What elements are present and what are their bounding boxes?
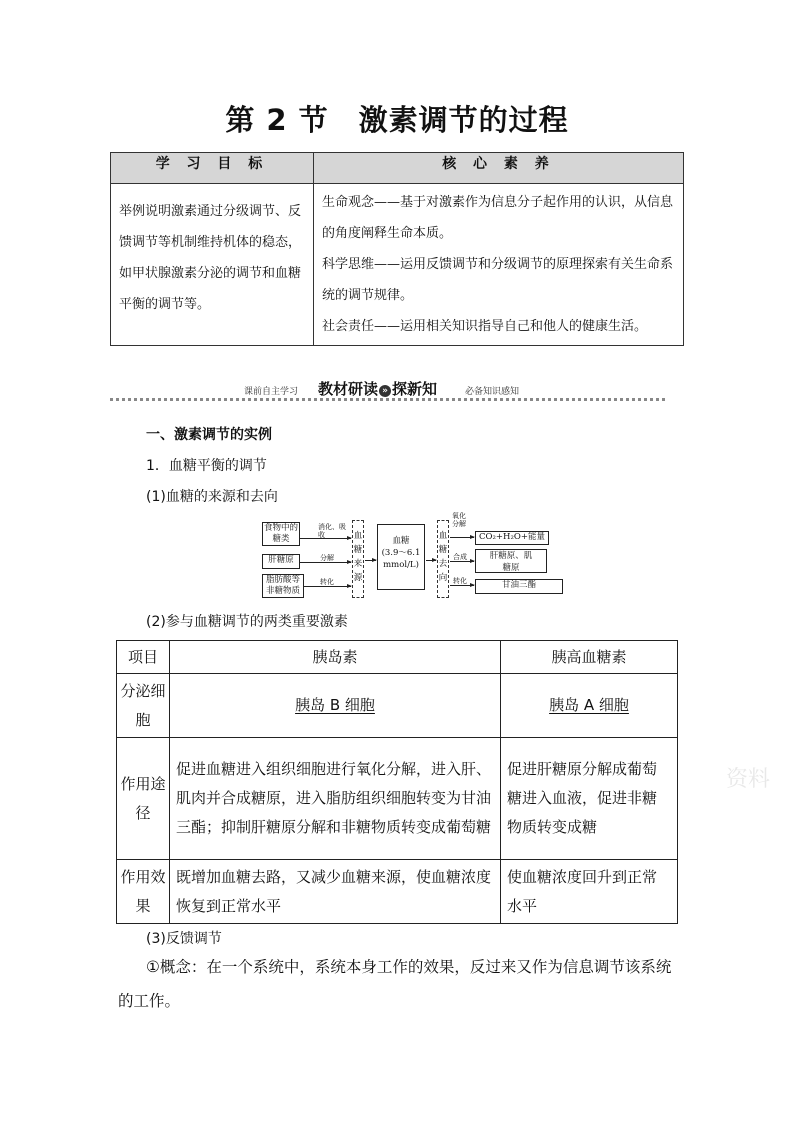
- banner-main-b: 探新知: [392, 380, 438, 398]
- destination-dashed-box: 血糖去向: [437, 520, 449, 598]
- insulin-pathway: 促进血糖进入组织细胞进行氧化分解，进入肝、肌肉并合成糖原，进入脂肪组织细胞转变为甘油三酯；抑制肝糖原分解和非糖物质转变成葡萄糖: [170, 738, 501, 860]
- arrow-digest: [300, 538, 351, 539]
- source-dashed-box: 血糖来源: [352, 520, 364, 598]
- arrow-label-convert-out: 转化: [453, 577, 467, 585]
- section-banner: [110, 378, 665, 404]
- core-literacy-cell: [314, 184, 684, 346]
- subheading-source-destination: (1)血糖的来源和去向: [146, 489, 278, 505]
- hormone-header-glucagon: 胰高血糖素: [501, 641, 678, 674]
- dest-triglyceride: 甘油三酯: [475, 579, 563, 594]
- insulin-cell-text: 胰岛 B 细胞: [295, 696, 375, 714]
- goals-header-left: 学 习 目 标: [111, 153, 314, 184]
- hormone-header-insulin: 胰岛素: [170, 641, 501, 674]
- watermark: 资料: [726, 767, 771, 792]
- subheading-blood-sugar: 1．血糖平衡的调节: [146, 458, 267, 474]
- arrow-from-center: [426, 560, 436, 561]
- dest-glycogen: 肝糖原、肌糖原: [475, 549, 547, 573]
- row-label-secreting-cell: 分泌细胞: [117, 674, 170, 738]
- banner-main-a: 教材研读: [318, 380, 379, 398]
- arrow-to-center: [365, 560, 376, 561]
- arrow-label-oxidize: 氧化分解: [452, 512, 466, 528]
- banner-main-text: [318, 378, 437, 399]
- hormone-header-item: 项目: [117, 641, 170, 674]
- arrow-convert-out: [450, 585, 474, 586]
- source-liver-glycogen: 肝糖原: [262, 554, 300, 569]
- arrow-label-convert-in: 转化: [320, 578, 334, 586]
- banner-left-text: 课前自主学习: [244, 387, 299, 397]
- literacy-life-concept: 生命观念——基于对激素作为信息分子起作用的认识，从信息的角度阐释生命本质。: [322, 195, 674, 241]
- double-arrow-icon: »: [379, 385, 391, 397]
- dest-co2-energy: CO₂+H₂O+能量: [475, 531, 549, 545]
- glucagon-cell-text: 胰岛 A 细胞: [549, 696, 629, 714]
- blood-sugar-diagram: [262, 512, 562, 600]
- literacy-scientific-thinking: 科学思维——运用反馈调节和分级调节的原理探索有关生命系统的调节规律。: [322, 257, 674, 303]
- insulin-cell: [170, 674, 501, 738]
- goals-table: [110, 152, 684, 346]
- arrow-label-decompose: 分解: [320, 554, 334, 562]
- center-unit: mmol/L): [383, 560, 419, 570]
- source-non-sugar: 脂肪酸等非糖物质: [262, 574, 304, 598]
- glucagon-pathway: 促进肝糖原分解成葡萄糖进入血液，促进非糖物质转变成糖: [501, 738, 678, 860]
- glucagon-effect: 使血糖浓度回升到正常水平: [501, 860, 678, 924]
- center-range: (3.9～6.1: [381, 548, 421, 558]
- page-title: 第 2 节 激素调节的过程: [225, 103, 569, 137]
- feedback-concept: ①概念：在一个系统中，系统本身工作的效果，反过来又作为信息调节该系统的工作。: [118, 958, 672, 1010]
- subheading-feedback: (3)反馈调节: [146, 931, 222, 947]
- center-label: 血糖: [392, 536, 410, 546]
- subheading-two-hormones: (2)参与血糖调节的两类重要激素: [146, 614, 348, 630]
- row-label-effect: 作用效果: [117, 860, 170, 924]
- literacy-social-responsibility: 社会责任——运用相关知识指导自己和他人的健康生活。: [322, 319, 648, 334]
- section-heading: 一、激素调节的实例: [146, 427, 272, 443]
- arrow-oxidize: [450, 537, 474, 538]
- arrow-synthesize: [450, 561, 474, 562]
- arrow-convert-in: [304, 586, 351, 587]
- learning-goal-text: 举例说明激素通过分级调节、反馈调节等机制维持机体的稳态，如甲状腺激素分泌的调节和血糖平衡的调节等。: [111, 184, 314, 346]
- arrow-label-synthesize: 合成: [453, 553, 467, 561]
- insulin-effect: 既增加血糖去路，又减少血糖来源，使血糖浓度恢复到正常水平: [170, 860, 501, 924]
- goals-header-right: 核 心 素 养: [314, 153, 684, 184]
- hormone-table: [116, 640, 678, 924]
- source-food-carbs: 食物中的糖类: [263, 523, 298, 544]
- glucagon-cell: [501, 674, 678, 738]
- arrow-decompose: [300, 562, 351, 563]
- row-label-pathway: 作用途径: [117, 738, 170, 860]
- arrow-label-digest: 消化、吸收: [318, 523, 346, 539]
- center-blood-sugar: [377, 524, 425, 590]
- banner-right-text: 必备知识感知: [465, 387, 520, 397]
